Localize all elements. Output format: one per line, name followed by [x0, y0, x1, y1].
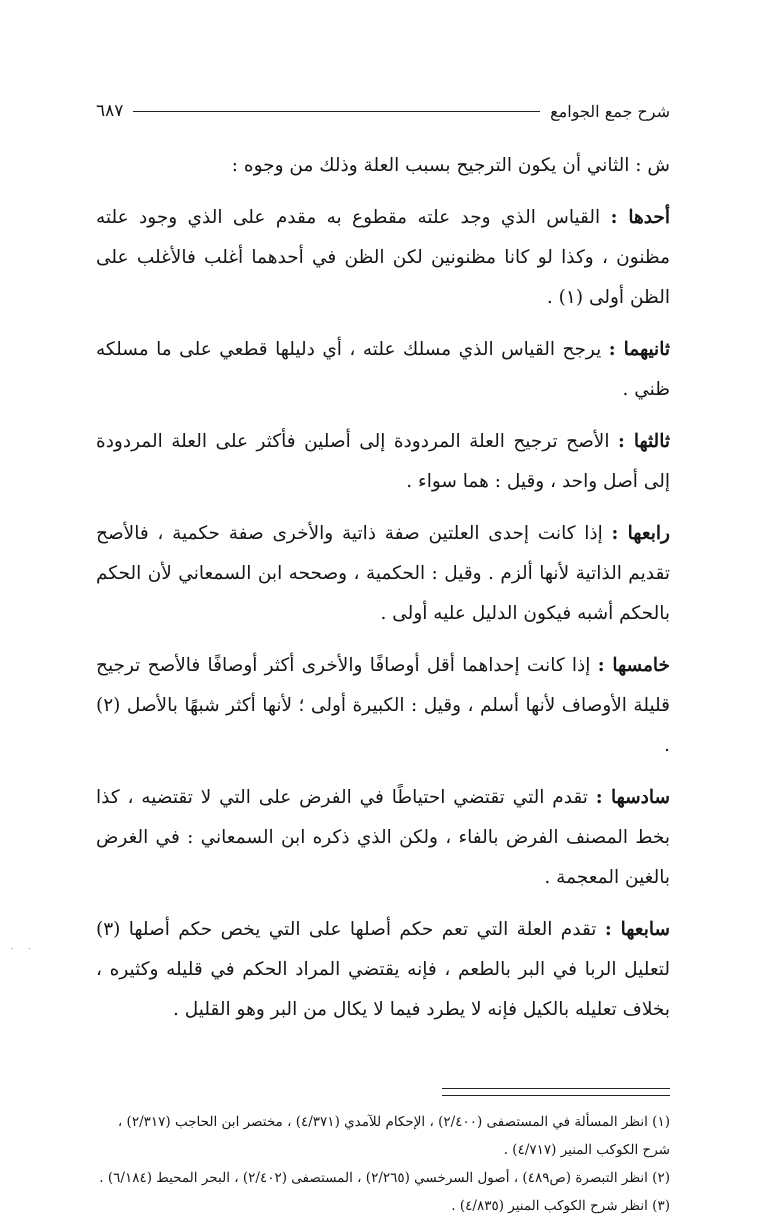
paragraph-sixth [96, 778, 670, 898]
paragraph-fifth [96, 646, 670, 766]
running-header [96, 96, 670, 126]
header-rule [133, 111, 540, 112]
paragraph-lead: خامسها : [597, 655, 670, 676]
paragraph-lead: أحدها : [610, 207, 671, 228]
paragraph-text: يرجح القياس الذي مسلك علته ، أي دليلها قطعي على ما مسلكه ظني . [96, 339, 670, 400]
paragraph-second [96, 330, 670, 410]
paragraph-lead: سابعها : [604, 919, 670, 940]
paragraph-first [96, 198, 670, 318]
paragraph-text: الأصح ترجيح العلة المردودة إلى أصلين فأكثر على العلة المردودة إلى أصل واحد ، وقيل : هما سواء . [96, 431, 670, 492]
footnote-separator [442, 1088, 670, 1096]
paragraph-text: إذا كانت إحدى العلتين صفة ذاتية والأخرى صفة حكمية ، فالأصح تقديم الذاتية لأنها ألزم . وقيل : الحكمية ، وصححه ابن السمعاني لأن الحكم بالحكم أشبه فيكون الدليل عليه أولى . [96, 523, 670, 624]
paragraph-intro [96, 146, 670, 186]
paragraph-lead: سادسها : [595, 787, 671, 808]
paragraph-seventh [96, 910, 670, 1030]
footnotes [96, 1108, 670, 1220]
paragraph-text: ش : الثاني أن يكون الترجيح بسبب العلة وذلك من وجوه : [231, 155, 670, 176]
paragraph-text: تقدم التي تقتضي احتياطًا في الفرض على التي لا تقتضيه ، كذا بخط المصنف الفرض بالفاء ، ولكن الذي ذكره ابن السمعاني : في الغرض بالغين المعجمة . [96, 787, 670, 888]
footnote-3: (٣) انظر شرح الكوكب المنير (٤/٨٣٥) . [451, 1198, 670, 1214]
footnote-2: (٢) انظر التبصرة (ص٤٨٩) ، أصول السرخسي (٢/٢٦٥) ، المستصفى (٢/٤٠٢) ، البحر المحيط (٦/١٨٤) . [99, 1170, 670, 1186]
book-page [96, 96, 670, 1220]
margin-dots: · · [10, 942, 37, 956]
header-title: شرح جمع الجوامع [550, 101, 670, 121]
paragraph-lead: ثانيهما : [608, 339, 670, 360]
main-text [96, 146, 670, 1030]
page-number: ٦٨٧ [96, 101, 124, 121]
paragraph-text: القياس الذي وجد علته مقطوع به مقدم على الذي وجود علته مظنون ، وكذا لو كانا مظنونين لكن الظن في أحدهما أغلب فالأغلب على الظن أولى (١) . [96, 207, 670, 308]
paragraph-third [96, 422, 670, 502]
paragraph-fourth [96, 514, 670, 634]
paragraph-lead: ثالثها : [617, 431, 670, 452]
footnote-1: (١) انظر المسألة في المستصفى (٢/٤٠٠) ، الإحكام للآمدي (٤/٣٧١) ، مختصر ابن الحاجب (٢/٣١٧) ، شرح الكوكب المنير (٤/٧١٧) . [117, 1114, 670, 1158]
paragraph-lead: رابعها : [611, 523, 670, 544]
paragraph-text: تقدم العلة التي تعم حكم أصلها على التي يخص حكم أصلها (٣) لتعليل الربا في البر بالطعم ، فإنه يقتضي المراد الحكم في قليله وكثيره ، بخلاف تعليله بالكيل فإنه لا يطرد فيما لا يكال من البر وهو القليل . [96, 919, 670, 1020]
paragraph-text: إذا كانت إحداهما أقل أوصافًا والأخرى أكثر أوصافًا فالأصح ترجيح قليلة الأوصاف لأنها أسلم ، وقيل : الكبيرة أولى ؛ لأنها أكثر شبهًا بالأصل (٢) . [96, 655, 670, 756]
